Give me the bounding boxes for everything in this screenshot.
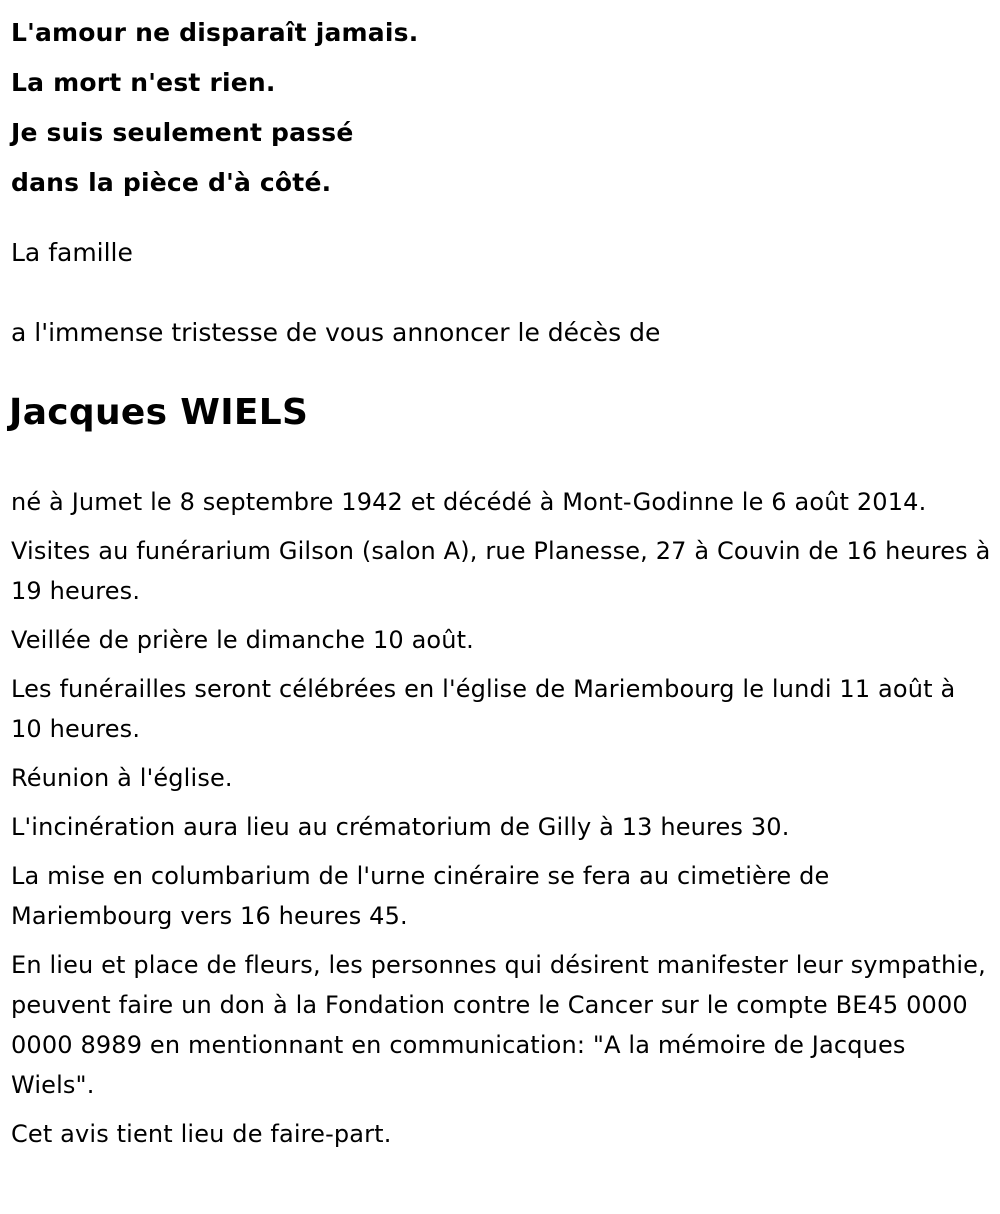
funeral-paragraph: Les funérailles seront célébrées en l'église de Mariembourg le lundi 11 août à 10 heures. xyxy=(11,675,956,743)
meeting-paragraph: Réunion à l'église. xyxy=(11,764,233,792)
vigil-paragraph: Veillée de prière le dimanche 10 août. xyxy=(11,626,474,654)
deceased-name: Jacques WIELS xyxy=(9,392,309,433)
family-line: La famille xyxy=(11,238,133,267)
poem-line: dans la pièce d'à côté. xyxy=(11,168,332,197)
columbarium-paragraph: La mise en columbarium de l'urne cinéraire se fera au cimetière de Mariembourg vers 16 heures 45. xyxy=(11,862,830,930)
poem-line: La mort n'est rien. xyxy=(11,68,276,97)
cremation-paragraph: L'incinération aura lieu au crématorium de Gilly à 13 heures 30. xyxy=(11,813,790,841)
birth-death-paragraph: né à Jumet le 8 septembre 1942 et décédé à Mont-Godinne le 6 août 2014. xyxy=(11,488,927,516)
obituary-details xyxy=(11,482,991,1163)
announcement-line: a l'immense tristesse de vous annoncer le décès de xyxy=(11,318,661,347)
poem-line: L'amour ne disparaît jamais. xyxy=(11,18,419,47)
notice-paragraph: Cet avis tient lieu de faire-part. xyxy=(11,1120,392,1148)
visits-paragraph: Visites au funérarium Gilson (salon A), rue Planesse, 27 à Couvin de 16 heures à 19 heures. xyxy=(11,537,991,605)
donation-paragraph: En lieu et place de fleurs, les personnes qui désirent manifester leur sympathie, peuvent faire un don à la Fondation contre le Cancer sur le compte BE45 0000 0000 8989 en mentionnant en communication: "A la mémoire de Jacques Wiels". xyxy=(11,951,986,1099)
poem xyxy=(11,8,418,208)
poem-line: Je suis seulement passé xyxy=(11,118,354,147)
